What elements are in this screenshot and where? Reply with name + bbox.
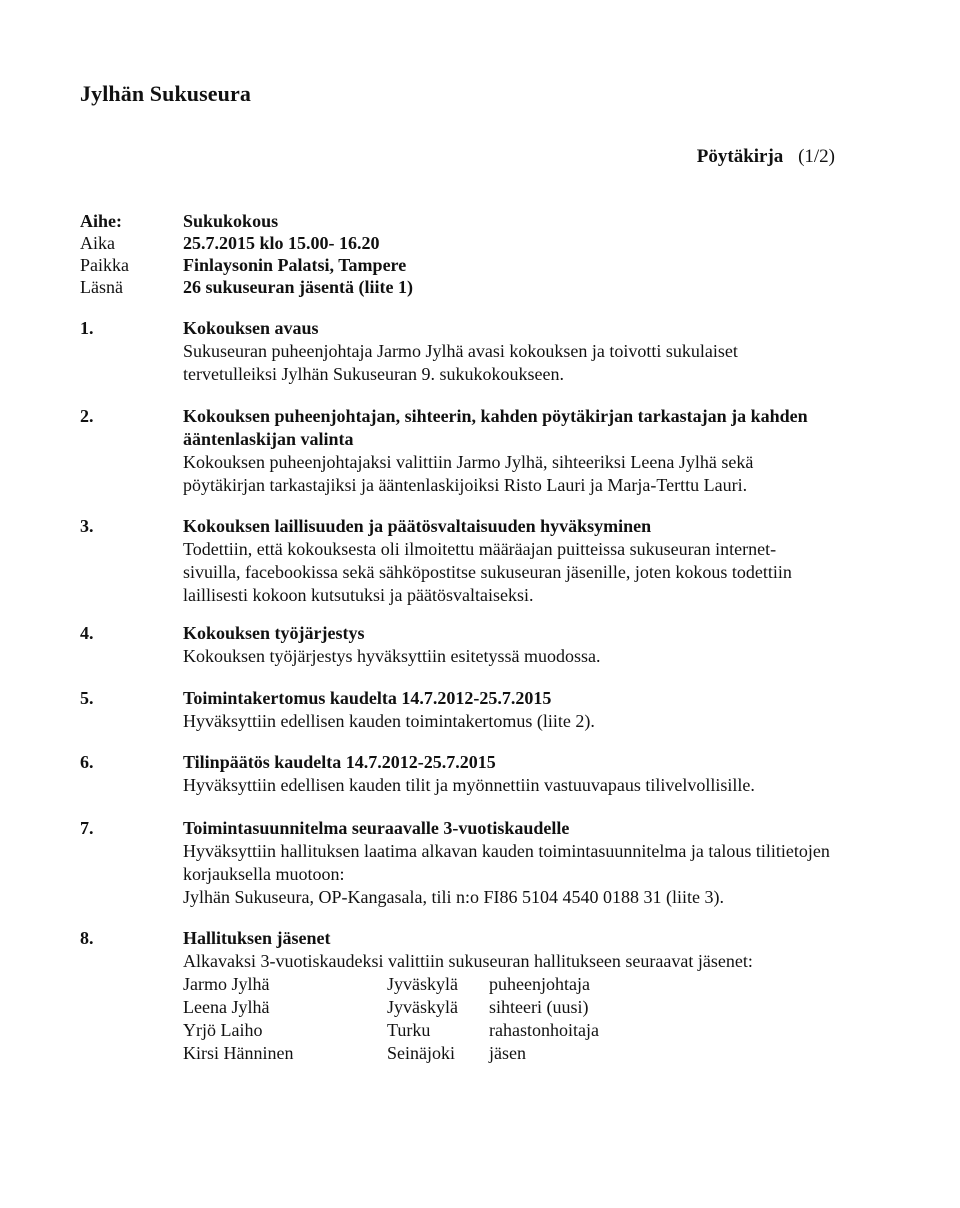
- member-role: sihteeri (uusi): [489, 997, 589, 1017]
- meeting-info-key: Aika: [80, 233, 115, 253]
- item-text: Todettiin, että kokouksesta oli ilmoitettu määräajan puitteissa sukuseuran internet- sivuilla, facebookissa sekä sähköpostitse sukuseuran jäsenille, joten kokous todettiin laillisesti kokoon kutsutuksi ja päätösvaltaiseksi.: [183, 539, 792, 605]
- board-members-table: [183, 973, 599, 1065]
- meeting-info: [80, 210, 413, 298]
- agenda-item: [80, 405, 880, 497]
- meeting-info-row: [80, 276, 413, 298]
- agenda-item: [80, 927, 880, 1065]
- board-member-row: [183, 1042, 599, 1065]
- item-text: Alkavaksi 3-vuotiskaudeksi valittiin sukuseuran hallitukseen seuraavat jäsenet:: [183, 951, 753, 971]
- item-heading: Toimintasuunnitelma seuraavalle 3-vuotiskaudelle: [183, 818, 570, 838]
- meeting-info-row: [80, 254, 413, 276]
- agenda-item: [80, 751, 880, 797]
- meeting-info-value: 26 sukuseuran jäsentä (liite 1): [183, 277, 414, 297]
- item-text: Kokouksen työjärjestys hyväksyttiin esitetyssä muodossa.: [183, 646, 601, 666]
- page-indicator: (1/2): [798, 146, 835, 167]
- item-heading: Toimintakertomus kaudelta 14.7.2012-25.7.2015: [183, 688, 552, 708]
- item-number: 6.: [80, 752, 94, 772]
- meeting-info-value: Sukukokous: [183, 211, 279, 231]
- item-text: Hyväksyttiin hallituksen laatima alkavan kauden toimintasuunnitelma ja talous tilitietojen korjauksella muotoon: Jylhän Sukuseura, OP-Kangasala, tili n:o FI86 5104 4540 0188 31 (liite 3).: [183, 841, 830, 907]
- agenda-item: [80, 817, 880, 909]
- document-type: [697, 146, 835, 168]
- meeting-info-value: 25.7.2015 klo 15.00- 16.20: [183, 233, 380, 253]
- agenda-item: [80, 622, 880, 668]
- board-member-row: [183, 973, 599, 996]
- member-name: Yrjö Laiho: [183, 1020, 263, 1040]
- member-role: puheenjohtaja: [489, 974, 590, 994]
- member-name: Leena Jylhä: [183, 997, 270, 1017]
- meeting-info-value: Finlaysonin Palatsi, Tampere: [183, 255, 407, 275]
- item-text: Hyväksyttiin edellisen kauden toimintakertomus (liite 2).: [183, 711, 595, 731]
- agenda-item: [80, 515, 880, 607]
- meeting-info-row: [80, 210, 413, 232]
- item-heading: Kokouksen puheenjohtajan, sihteerin, kahden pöytäkirjan tarkastajan ja kahden ääntenlaskijan valinta: [183, 406, 808, 449]
- agenda-item: [80, 317, 880, 386]
- document-type-label: Pöytäkirja: [696, 146, 784, 167]
- item-heading: Kokouksen työjärjestys: [183, 623, 365, 643]
- agenda-item: [80, 687, 880, 733]
- member-name: Jarmo Jylhä: [183, 974, 270, 994]
- member-city: Seinäjoki: [387, 1043, 455, 1063]
- member-role: rahastonhoitaja: [489, 1020, 599, 1040]
- item-heading: Hallituksen jäsenet: [183, 928, 331, 948]
- organization-title: Jylhän Sukuseura: [80, 81, 251, 106]
- item-text: Hyväksyttiin edellisen kauden tilit ja myönnettiin vastuuvapaus tilivelvollisille.: [183, 775, 755, 795]
- board-member-row: [183, 1019, 599, 1042]
- item-number: 2.: [80, 406, 94, 426]
- item-heading: Tilinpäätös kaudelta 14.7.2012-25.7.2015: [183, 752, 496, 772]
- meeting-info-key: Läsnä: [80, 277, 123, 297]
- member-city: Jyväskylä: [387, 997, 458, 1017]
- item-heading: Kokouksen avaus: [183, 318, 319, 338]
- member-city: Jyväskylä: [387, 974, 458, 994]
- item-number: 5.: [80, 688, 94, 708]
- item-number: 8.: [80, 928, 94, 948]
- meeting-info-key: Aihe:: [80, 211, 122, 231]
- member-name: Kirsi Hänninen: [183, 1043, 294, 1063]
- item-number: 7.: [80, 818, 94, 838]
- meeting-info-key: Paikka: [80, 255, 129, 275]
- item-number: 4.: [80, 623, 94, 643]
- meeting-info-row: [80, 232, 413, 254]
- item-number: 3.: [80, 516, 94, 536]
- item-text: Sukuseuran puheenjohtaja Jarmo Jylhä avasi kokouksen ja toivotti sukulaiset tervetulleiksi Jylhän Sukuseuran 9. sukukokoukseen.: [183, 341, 738, 384]
- member-city: Turku: [387, 1020, 431, 1040]
- board-member-row: [183, 996, 599, 1019]
- member-role: jäsen: [489, 1043, 526, 1063]
- item-text: Kokouksen puheenjohtajaksi valittiin Jarmo Jylhä, sihteeriksi Leena Jylhä sekä pöytäkirjan tarkastajiksi ja ääntenlaskijoiksi Risto Lauri ja Marja-Terttu Lauri.: [183, 452, 754, 495]
- item-heading: Kokouksen laillisuuden ja päätösvaltaisuuden hyväksyminen: [183, 516, 652, 536]
- item-number: 1.: [80, 318, 94, 338]
